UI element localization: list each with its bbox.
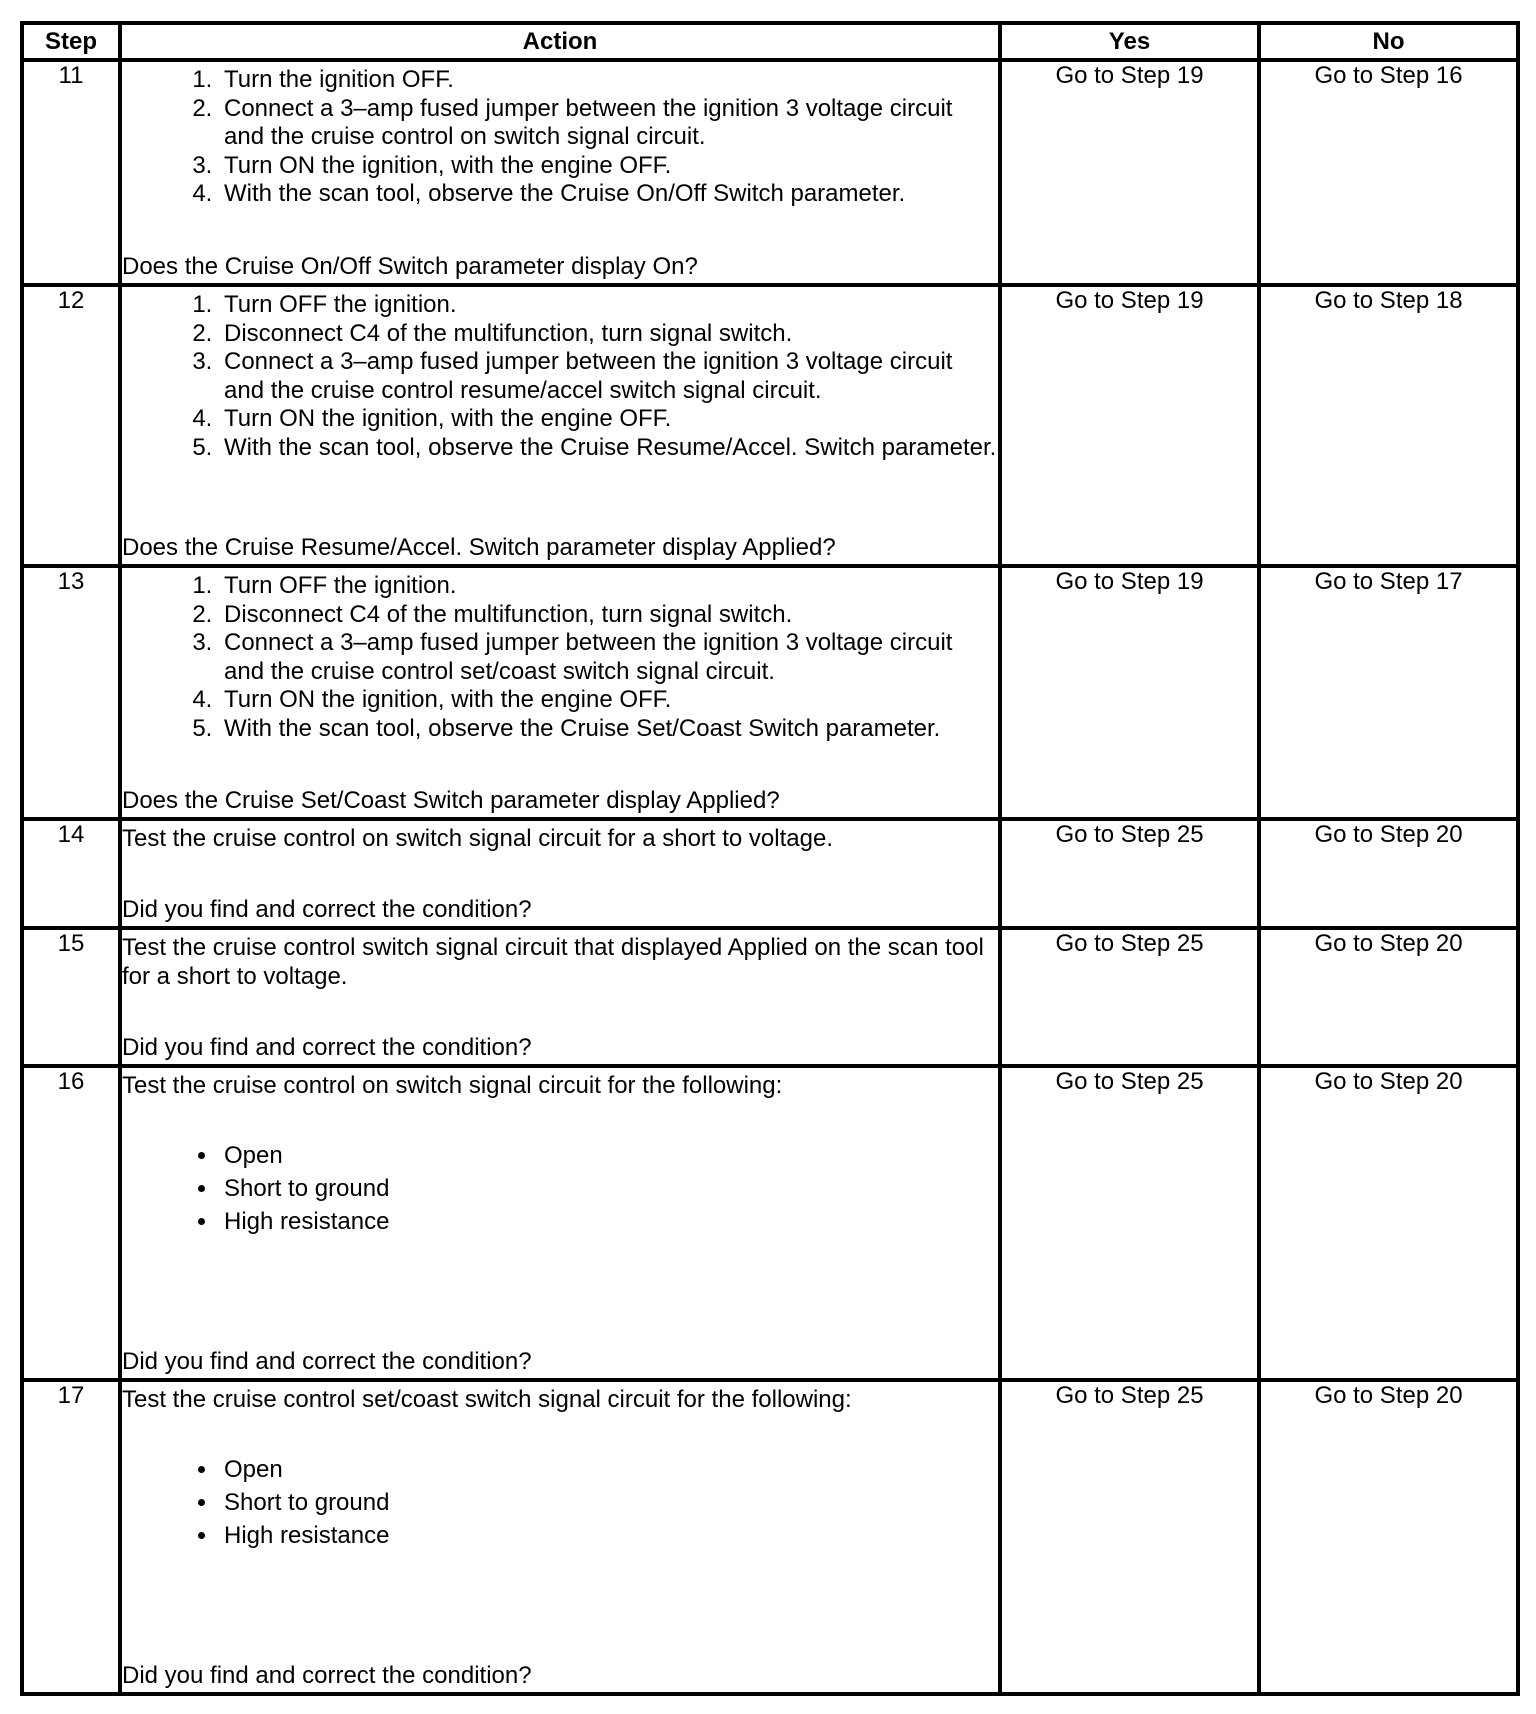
action-step: 3. Connect a 3–amp fused jumper between the ignition 3 voltage circuit and the cruise control set/coast switch signal circuit. [219, 629, 998, 686]
action-step: 4. With the scan tool, observe the Cruise On/Off Switch parameter. [219, 180, 998, 209]
step-number: 17 [22, 1380, 120, 1694]
action-cell [120, 1066, 1000, 1380]
table-row [22, 1380, 1518, 1694]
yes-result: Go to Step 19 [1000, 285, 1259, 566]
list-item: • Open [219, 1139, 998, 1172]
list-item: • Open [219, 1453, 998, 1486]
question-text: Does the Cruise Resume/Accel. Switch parameter display Applied? [122, 534, 836, 561]
header-row [22, 23, 1518, 60]
no-result: Go to Step 20 [1259, 928, 1518, 1066]
question-text: Did you find and correct the condition? [122, 1662, 532, 1689]
question-text: Does the Cruise On/Off Switch parameter display On? [122, 253, 698, 280]
action-cell [120, 1380, 1000, 1694]
header-yes: Yes [1000, 23, 1259, 60]
step-number: 15 [22, 928, 120, 1066]
question-text: Did you find and correct the condition? [122, 1348, 532, 1375]
yes-result: Go to Step 19 [1000, 60, 1259, 285]
step-number: 16 [22, 1066, 120, 1380]
step-number: 14 [22, 819, 120, 928]
action-text: Test the cruise control on switch signal circuit for the following: [122, 1072, 783, 1099]
step-number: 12 [22, 285, 120, 566]
action-text: Test the cruise control on switch signal circuit for a short to voltage. [122, 825, 833, 852]
no-result: Go to Step 20 [1259, 819, 1518, 928]
action-step: 1. Turn OFF the ignition. [219, 291, 998, 320]
no-result: Go to Step 17 [1259, 566, 1518, 819]
action-steps [122, 572, 998, 744]
action-step: 2. Disconnect C4 of the multifunction, turn signal switch. [219, 320, 998, 349]
step-number: 11 [22, 60, 120, 285]
no-result: Go to Step 20 [1259, 1380, 1518, 1694]
yes-result: Go to Step 25 [1000, 928, 1259, 1066]
yes-result: Go to Step 25 [1000, 1066, 1259, 1380]
action-step: 2. Connect a 3–amp fused jumper between the ignition 3 voltage circuit and the cruise control on switch signal circuit. [219, 95, 998, 152]
list-item: • Short to ground [219, 1486, 998, 1519]
action-step: 4. Turn ON the ignition, with the engine OFF. [219, 405, 998, 434]
action-cell [120, 60, 1000, 285]
condition-list [122, 1139, 998, 1238]
action-step: 3. Turn ON the ignition, with the engine OFF. [219, 152, 998, 181]
yes-result: Go to Step 25 [1000, 819, 1259, 928]
list-item: • High resistance [219, 1519, 998, 1552]
table-row [22, 819, 1518, 928]
yes-result: Go to Step 25 [1000, 1380, 1259, 1694]
header-action: Action [120, 23, 1000, 60]
question-text: Did you find and correct the condition? [122, 896, 532, 923]
no-result: Go to Step 16 [1259, 60, 1518, 285]
action-step: 1. Turn the ignition OFF. [219, 66, 998, 95]
table-row [22, 566, 1518, 819]
action-text: Test the cruise control switch signal circuit that displayed Applied on the scan tool for a short to voltage. [122, 934, 984, 990]
yes-result: Go to Step 19 [1000, 566, 1259, 819]
no-result: Go to Step 20 [1259, 1066, 1518, 1380]
table-row [22, 60, 1518, 285]
header-no: No [1259, 23, 1518, 60]
question-text: Does the Cruise Set/Coast Switch parameter display Applied? [122, 787, 780, 814]
action-cell [120, 928, 1000, 1066]
question-text: Did you find and correct the condition? [122, 1034, 532, 1061]
action-cell [120, 819, 1000, 928]
table-row [22, 928, 1518, 1066]
condition-list [122, 1453, 998, 1552]
action-step: 5. With the scan tool, observe the Cruise Set/Coast Switch parameter. [219, 715, 998, 744]
list-item: • High resistance [219, 1205, 998, 1238]
header-step: Step [22, 23, 120, 60]
action-step: 3. Connect a 3–amp fused jumper between the ignition 3 voltage circuit and the cruise control resume/accel switch signal circuit. [219, 348, 998, 405]
diagnostic-table [20, 21, 1520, 1696]
no-result: Go to Step 18 [1259, 285, 1518, 566]
action-cell [120, 566, 1000, 819]
action-step: 4. Turn ON the ignition, with the engine OFF. [219, 686, 998, 715]
step-number: 13 [22, 566, 120, 819]
action-steps [122, 66, 998, 209]
action-steps [122, 291, 998, 463]
action-step: 2. Disconnect C4 of the multifunction, turn signal switch. [219, 601, 998, 630]
table-row [22, 1066, 1518, 1380]
action-step: 1. Turn OFF the ignition. [219, 572, 998, 601]
action-step: 5. With the scan tool, observe the Cruise Resume/Accel. Switch parameter. [219, 434, 998, 463]
action-cell [120, 285, 1000, 566]
table-row [22, 285, 1518, 566]
action-text: Test the cruise control set/coast switch signal circuit for the following: [122, 1386, 852, 1413]
list-item: • Short to ground [219, 1172, 998, 1205]
